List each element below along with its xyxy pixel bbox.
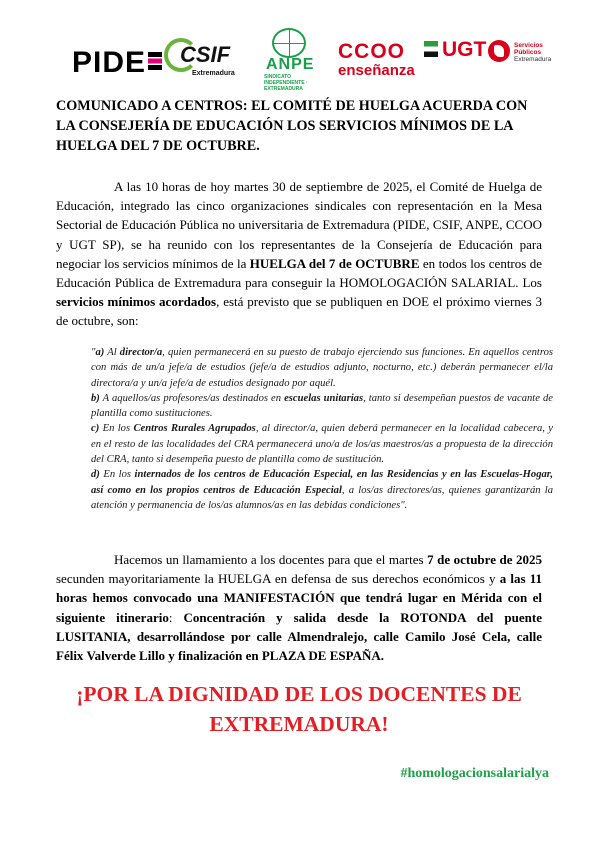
item-text: , a los/as directores/as, quienes garantizarán la atención y permanencia de los/as alumnos/as en las debidas condiciones". bbox=[91, 484, 553, 511]
quote-mark: " bbox=[91, 347, 96, 358]
cta-bold-date: 7 de octubre de 2025 bbox=[427, 552, 542, 567]
item-text: , quien permanecerá en su puesto de trabajo ejerciendo sus funciones. En aquellos centros con más de un/a jefe/a de estudios (jefe/a de estudios adjunto, nocturno, etc.) deberán permanecer el/la directora/a y un/a jefe/a de estudios designado por aquél. bbox=[91, 347, 553, 389]
csif-logo bbox=[162, 36, 248, 80]
extremadura-flag-icon bbox=[424, 41, 438, 57]
cta-bold-itinerary: Concentración y salida desde la ROTONDA del puente LUSITANIA, desarrollándose por calle Almendralejo, calle Camilo José Cela, calle Félix Valverde Lillo y finalización en PLAZA DE ESPAÑA. bbox=[56, 609, 542, 664]
hashtag: #homologacionsalarialya bbox=[400, 766, 549, 781]
ccoo-logo bbox=[338, 40, 438, 84]
ccoo-logo-text: CCOO bbox=[338, 40, 405, 63]
anpe-logo bbox=[258, 28, 332, 92]
logo-bar bbox=[0, 26, 595, 92]
item-text: , tanto si desempeñan puestos de vacante de plantilla como sustituciones. bbox=[91, 392, 553, 420]
item-bold: escuelas unitarias bbox=[284, 392, 364, 404]
intro-paragraph bbox=[56, 177, 542, 331]
csif-logo-text: CSIF bbox=[180, 42, 231, 67]
anpe-logo-sub: SINDICATO INDEPENDIENTE · EXTREMADURA bbox=[264, 74, 308, 92]
cta-text: secunden mayoritariamente la HUELGA en defensa de sus derechos económicos y bbox=[56, 571, 500, 587]
item-label: d) bbox=[91, 469, 100, 481]
cta-text: : bbox=[168, 609, 184, 625]
item-bold: Centros Rurales Agrupados bbox=[133, 423, 256, 435]
sp-line-1: Servicios bbox=[514, 42, 543, 49]
item-label: c) bbox=[91, 423, 100, 435]
item-bold: internados de los centros de Educación Especial, en las Residencias y en las Escuelas-Hogar, así como en los propios centros de Educación Especial bbox=[91, 469, 553, 496]
sp-line-2: Públicos bbox=[514, 49, 542, 56]
item-label: a) bbox=[95, 347, 105, 358]
ugt-hand-icon bbox=[488, 40, 510, 62]
intro-bold-strike-date: HUELGA del 7 de OCTUBRE bbox=[249, 255, 420, 271]
ugt-logo-text: UGT bbox=[442, 38, 487, 61]
ccoo-logo-sub: enseñanza bbox=[338, 62, 415, 79]
pide-logo bbox=[72, 46, 162, 80]
quote-item-b bbox=[91, 391, 553, 422]
intro-text: A las 10 horas de hoy martes 30 de septiembre de 2025, el Comité de Huelga de Educación, integrado las cinco organizaciones sindicales con representación en la Mesa Sectorial de Educación Pública no universitaria de Extremadura (PIDE, CSIF, ANPE, CCOO y UGT SP), se ha reunido con los representantes de la Consejería de Educación para negociar los servicios mínimos de la bbox=[56, 179, 542, 271]
cta-bold-demonstration: a las 11 horas hemos convocado una MANIFESTACIÓN que tendrá lugar en Mérida con el siguiente itinerario bbox=[56, 571, 542, 625]
slogan: ¡POR LA DIGNIDAD DE LOS DOCENTES DE EXTREMADURA! bbox=[76, 682, 522, 736]
item-text: En los bbox=[99, 469, 135, 481]
minimum-services-quote bbox=[91, 345, 553, 513]
quote-item-d bbox=[91, 467, 553, 513]
call-to-action-paragraph bbox=[56, 550, 542, 665]
item-bold: director/a bbox=[119, 347, 163, 358]
item-text: Al bbox=[104, 347, 120, 358]
csif-logo-sub: Extremadura bbox=[192, 70, 235, 77]
servicios-publicos-logo bbox=[514, 42, 551, 63]
globe-icon bbox=[272, 28, 306, 58]
intro-text: , está previsto que se publiquen en DOE el próximo viernes 3 de octubre, son: bbox=[56, 294, 542, 329]
pide-bars-icon bbox=[148, 52, 162, 70]
cta-text: Hacemos un llamamiento a los docentes para que el martes bbox=[114, 552, 428, 567]
item-text: , al director/a, quien deberá permanecer en la localidad cabecera, y en el resto de las localidades del CRA permanecerá uno/a de los/as maestros/as a propuesta de la dirección del CRA, tanto si desempeña puesto de plantilla como de sustitución. bbox=[91, 423, 553, 466]
quote-item-a bbox=[91, 345, 553, 391]
item-text: En los bbox=[99, 423, 134, 435]
sp-line-3: Extremadura bbox=[514, 56, 552, 63]
item-label: b) bbox=[91, 392, 100, 404]
intro-bold-services: servicios mínimos acordados bbox=[56, 294, 217, 310]
pide-logo-text: PIDE bbox=[72, 46, 147, 79]
intro-text: en todos los centros de Educación Pública de Extremadura para conseguir la HOMOLOGACIÓN SALARIAL. Los bbox=[56, 255, 543, 291]
page-title: COMUNICADO A CENTROS: EL COMITÉ DE HUELGA ACUERDA CON LA CONSEJERÍA DE EDUCACIÓN LOS SERVICIOS MÍNIMOS DE LA HUELGA DEL 7 DE OCTUBRE. bbox=[56, 98, 528, 154]
quote-item-c bbox=[91, 421, 553, 467]
anpe-logo-text: ANPE bbox=[266, 56, 315, 73]
item-text: A aquellos/as profesores/as destinados en bbox=[99, 392, 285, 404]
